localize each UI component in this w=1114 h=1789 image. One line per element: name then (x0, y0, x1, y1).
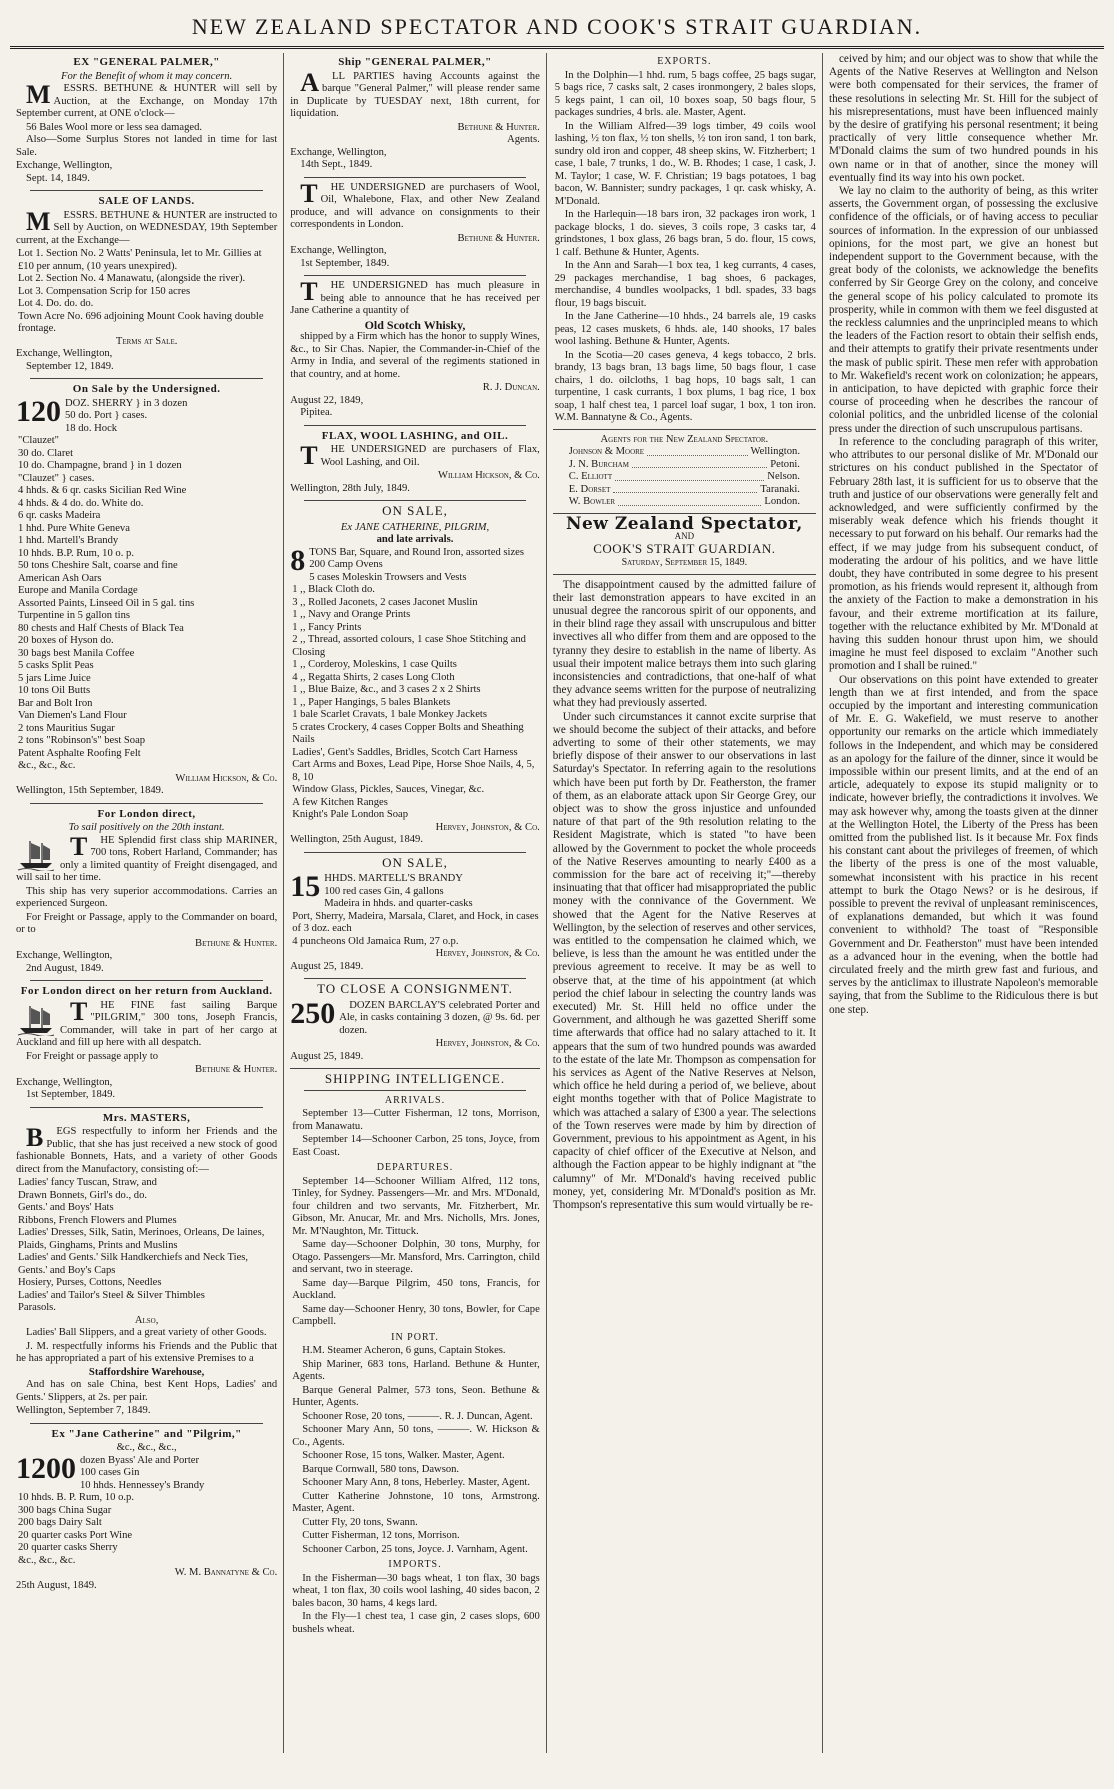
list-item: Gents.' and Boy's Caps (18, 1264, 116, 1276)
ad-signer: Bethune & Hunter. (457, 121, 540, 133)
ad-signer: William Hickson, & Co. (437, 470, 540, 481)
list-item: Knight's Pale London Soap (292, 809, 409, 820)
ad-item: Also—Some Surplus Stores not landed in time for last Sale. (16, 134, 278, 158)
list-item: September 14—Schooner Carbon, 25 tons, Joyce, from East Coast. (292, 1134, 540, 1158)
list-item: Lot 3. Compensation Scrip for 150 acres (18, 285, 191, 297)
list-item: 4 hhds. & 6 qr. casks Sicilian Red Wine (18, 485, 187, 496)
departures-heading: DEPARTURES. (376, 1162, 454, 1173)
ad-title: For London direct, (97, 807, 196, 820)
ad-title: On Sale by the Undersigned. (72, 383, 221, 395)
ad-paragraph: J. M. respectfully informs his Friends and the Public that he has appropriated a part of his extensive Premises to a (16, 1340, 278, 1364)
separator (304, 425, 526, 426)
ad-body (16, 1123, 278, 1176)
ad-body-text: HE UNDERSIGNED has much pleasure in being able to announce that he has received per Jane Catherine a quantity of (290, 280, 540, 316)
list-item: "Clauzet" } cases. (18, 472, 95, 484)
newspaper-page (10, 10, 1104, 1769)
agent-name: C. Elliott (568, 471, 613, 482)
column-3 (546, 53, 822, 1753)
list-item: &c., &c., &c. (18, 760, 76, 771)
list-item: 1 hhd. Pure White Geneva (18, 522, 130, 534)
ad-date: Wellington, September 7, 1849. (16, 1405, 151, 1416)
list-item: 1 ,, Fancy Prints (292, 621, 362, 633)
list-item: H.M. Steamer Acheron, 6 guns, Captain Stokes. (302, 1345, 506, 1356)
list-item: 20 quarter casks Port Wine (18, 1529, 133, 1541)
ad-date: August 25, 1849. (290, 1050, 364, 1062)
list-item: Ship Mariner, 683 tons, Harland. Bethune & Hunter, Agents. (292, 1358, 540, 1382)
paper-subtitle: COOK'S STRAIT GUARDIAN. (593, 540, 776, 556)
drop-cap: M (26, 206, 51, 236)
separator (304, 978, 526, 979)
ad-subtitle: Ex JANE CATHERINE, PILGRIM, (340, 521, 490, 533)
list-item: Assorted Paints, Linseed Oil in 5 gal. tins (18, 597, 195, 609)
ad-signer: Bethune & Hunter. (457, 232, 540, 244)
paper-and: AND (674, 531, 695, 541)
ad-flax-wool (290, 430, 540, 496)
ad-body-text: HE UNDERSIGNED are purchasers of Wool, Oil, Whalebone, Flax, and other New Zealand produce, and will advance on consignments to their correspondents in London. (290, 181, 540, 230)
list-item: In the Ann and Sarah—1 box tea, 1 keg currants, 4 cases, 29 packages merchandise, 1 bag shoes, 6 packages, merchandise, 4 bundles woolpacks, 1 bdl. spades, 33 bags flour, 19 bags biscuit. (554, 260, 816, 309)
list-item: Schooner Rose, 15 tons, Walker. Master, Agent. (302, 1450, 505, 1461)
arrivals-list (290, 1108, 540, 1159)
ad-body-text: DOZEN BARCLAY'S celebrated Porter and Ale, in casks containing 3 dozen, @ 9s. 6d. per dozen. (339, 999, 540, 1036)
list-item: Ladies' Dresses, Silk, Satin, Merinoes, Orleans, De laines, Plaids, Ginghams, Prints and Muslins (18, 1227, 265, 1251)
list-item: Barque General Palmer, 573 tons, Seon. Bethune & Hunter, Agents. (292, 1384, 540, 1408)
agent-name: Johnson & Moore (568, 446, 645, 457)
list-item: 100 cases Gin (80, 1467, 140, 1478)
list-item: Cutter Fly, 20 tons, Swann. (302, 1516, 418, 1528)
leader-dots (618, 496, 761, 506)
ad-title: EX "GENERAL PALMER," (73, 56, 220, 68)
agent-name: J. N. Burcham (568, 458, 629, 470)
list-item: 50 tons Cheshire Salt, coarse and fine (18, 560, 178, 571)
ad-signer: W. M. Bannatyne & Co. (174, 1567, 278, 1578)
ad-title: Ex "Jane Catherine" and "Pilgrim," (51, 1427, 242, 1440)
product-name: Old Scotch Whisky, (364, 317, 466, 332)
list-item: Ladies', Gent's Saddles, Bridles, Scotch Cart Harness (292, 746, 518, 758)
ad-role: Agents. (507, 134, 540, 145)
list-item: September 13—Cutter Fisherman, 12 tons, Morrison, from Manawatu. (292, 1108, 540, 1132)
separator (290, 1068, 540, 1069)
list-item: 200 Camp Ovens (309, 559, 383, 570)
columns (10, 53, 1104, 1753)
ad-paragraph: For Freight or passage apply to (26, 1050, 159, 1062)
list-item: 5 crates Crockery, 4 cases Copper Bolts and Sheathing Nails (292, 721, 524, 745)
ad-date: Wellington, 25th August, 1849. (290, 834, 423, 845)
ad-sale-of-lands (16, 195, 277, 373)
ad-paragraph: shipped by a Firm which has the honor to supply Wines, &c., to Sir Chas. Napier, the Commander-in-Chief of the Army in India, and several of the regiments stationed in that country, and at home. (290, 331, 540, 380)
list-item: DOZ. SHERRY } in 3 dozen (65, 397, 188, 409)
list-item: 300 bags China Sugar (18, 1504, 112, 1516)
goods-list (16, 394, 277, 773)
arrivals-heading: ARRIVALS. (384, 1094, 446, 1106)
ad-body (16, 80, 278, 121)
lot-list (16, 248, 277, 336)
column-4 (822, 53, 1104, 1753)
list-item: In the Harlequin—18 bars iron, 32 packages iron work, 1 package blocks, 1 do. sieves, 3 coils rope, 3 casks tar, 4 grindstones, 1 box glass, 26 bags bran, 5 do. flour, 15 cows, 1 calf. Bethune & Hunter, Agents. (554, 209, 816, 258)
list-item: 1 ,, Corderoy, Moleskins, 1 case Quilts (292, 659, 457, 670)
ship-icon (16, 1002, 56, 1036)
ad-body (290, 67, 540, 121)
ad-place: Exchange, Wellington, (290, 245, 387, 256)
ad-item: 56 Bales Wool more or less sea damaged. (26, 121, 203, 133)
agent-name: E. Dorset (568, 483, 611, 495)
list-item: In the Dolphin—1 hhd. rum, 5 bags coffee, 25 bags sugar, 5 bags rice, 7 casks salt, 2 cases ironmongery, 2 bales slops, 5 kegs paint, 1 can oil, 10 boxes soap, 50 bags flour, 5 packages sundries, 4 brls. ale. Master, Agent. (554, 69, 816, 118)
ad-body (290, 178, 540, 232)
agent-place: Taranaki. (760, 483, 800, 495)
editorial-part-1 (553, 579, 816, 1213)
separator (304, 500, 526, 501)
list-item: 4 puncheons Old Jamaica Rum, 27 o.p. (292, 935, 459, 947)
list-item: 10 do. Champagne, brand } in 1 dozen (18, 460, 182, 471)
big-number: 1200 (16, 1451, 76, 1485)
ad-place: Exchange, Wellington, (16, 348, 113, 359)
ad-pilgrim-london (16, 985, 277, 1102)
list-item: Gents.' and Boys' Hats (18, 1202, 114, 1213)
ad-paragraph: For Freight or Passage, apply to the Commander on board, or to (16, 911, 278, 935)
separator (30, 1423, 263, 1424)
list-item: 2 ,, Thread, assorted colours, 1 case Shoe Stitching and Closing (292, 634, 526, 658)
big-number: 15 (290, 870, 321, 903)
editorial-paragraph: ceived by him; and our object was to show that while the Agents of the Native Reserves at Wellington and Nelson were both compensated for their services, the framer of these resolutions in selecting Mr. St. Hill for the subject of his misrepresentations, must have been influenced mainly by the desire of gratifying his personal resentment; it being practically of very little consequence whether Mr. M'Donald claims the sum of two hundred pounds in his own name or in that of another, since the money will eventually find its way into his own pocket. (828, 53, 1098, 184)
list-item: Europe and Manila Cordage (18, 585, 138, 596)
ad-body-text: HE Splendid first class ship MARINER, 700 tons, Robert Harland, Commander; has only a limited quantity of Freight disengaged, and will sail to her time. (16, 834, 278, 883)
list-item: Window Glass, Pickles, Sauces, Vinegar, &c. (292, 784, 485, 795)
ad-signer: Bethune & Hunter. (195, 1064, 278, 1075)
ad-date: August 25, 1849. (290, 960, 364, 972)
list-item: HHDS. MARTELL'S BRANDY (324, 873, 463, 884)
big-number: 250 (290, 996, 336, 1030)
ad-title: For London direct on her return from Auckland. (20, 985, 273, 997)
agent-place: Nelson. (767, 471, 800, 482)
list-item: 1 ,, Paper Hangings, 5 bales Blankets (292, 696, 451, 708)
list-item: 10 hhds. B.P. Rum, 10 o. p. (18, 547, 134, 559)
ad-date: 14th Sept., 1849. (300, 159, 373, 170)
ad-mrs-masters (16, 1112, 277, 1418)
separator (30, 980, 263, 981)
list-item: Port, Sherry, Madeira, Marsala, Claret, and Hock, in cases of 3 doz. each (292, 910, 539, 934)
list-item: 1 bale Scarlet Cravats, 1 bale Monkey Jackets (292, 709, 487, 720)
ad-terms: Terms at Sale. (115, 335, 178, 347)
ad-body-text: ESSRS. BETHUNE & HUNTER will sell by Auction, at the Exchange, on Monday 17th September current, at ONE o'clock— (16, 83, 278, 119)
list-item: 6 qr. casks Madeira (18, 510, 101, 521)
ad-signer: Bethune & Hunter. (195, 937, 278, 949)
goods-list (290, 870, 540, 948)
leader-dots (615, 471, 764, 481)
masthead-rule (10, 46, 1104, 49)
ad-body-text: LL PARTIES having Accounts against the barque "General Palmer," will please render same in Duplicate by TUESDAY next, 18th current, for liquidation. (290, 70, 540, 119)
editorial-paragraph: The disappointment caused by the admitted failure of their last demonstration appears to have excited in an unusual degree the rancorous spirit of our opponents, and in their blind rage they assail with unscrupulous and bitter invectives all who differ from them and are opposed to the tyranny they desire to establish in the name of liberty. As usual their impotent malice betrays them into such glaring inconsistencies and contradictions, that one-half of what they advance seems written for the purpose of neutralizing what they had previously asserted. (552, 578, 816, 710)
list-item: Barque Cornwall, 580 tons, Dawson. (302, 1463, 460, 1475)
list-item: 2 tons Mauritius Sugar (18, 722, 115, 734)
column-2 (283, 53, 546, 1753)
ad-body-text: HE UNDERSIGNED are purchasers of Flax, Wool Lashing, and Oil. (320, 444, 540, 468)
drop-cap: B (26, 1123, 44, 1152)
issue-date: Saturday, September 15, 1849. (621, 557, 748, 568)
drop-cap: M (26, 80, 51, 109)
ad-martell-brandy (290, 854, 540, 974)
list-item: In the Fisherman—30 bags wheat, 1 ton flax, 30 bags wheat, 1 ton flax, 30 coils wool lashing, 40 sides bacon, 2 bales bacon, 30 hams, 4 kegs lard. (292, 1572, 540, 1609)
separator (304, 177, 526, 178)
agent-place: Petoni. (770, 458, 800, 470)
separator (304, 1090, 526, 1091)
agents-heading: Agents for the New Zealand Spectator. (600, 433, 769, 445)
list-item: 2 tons "Robinson's" best Soap (18, 735, 146, 746)
ad-date: 1st September, 1849. (26, 1089, 116, 1100)
list-item: 20 boxes of Hyson do. (18, 635, 114, 646)
list-item: Lot 1. Section No. 2 Watts' Peninsula, let to Mr. Gillies at £10 per annum, (10 years unexpired). (18, 248, 262, 272)
list-item: 30 bags best Manila Coffee (18, 647, 135, 659)
ad-title: FLAX, WOOL LASHING, and OIL. (321, 429, 509, 442)
ad-signer: R. J. Duncan. (482, 382, 540, 393)
separator (30, 190, 263, 191)
ad-signer: William Hickson, & Co. (175, 772, 278, 784)
drop-cap: A (300, 67, 320, 97)
separator (30, 378, 263, 379)
list-item: In the Fly—1 chest tea, 1 case gin, 2 cases slops, 600 bushels wheat. (292, 1611, 540, 1635)
editorial-part-2 (829, 53, 1098, 1017)
list-item: In the William Alfred—39 logs timber, 49 coils wool lashing, ½ ton flax, ½ ton shells, ½ ton iron sand, 1 ton bark, sundry old iron and copper, 48 sheep skins, W. Fitzherbert; 1 case, 1 bale, 7 trunks, 1 do., W. B. Rhodes; 1 case, 1 cask, J. M. Taylor; 1 case, W. F. Christian; 19 bags potatoes, 1 bag bacon, W. Bannister; sundry packages, 1 qr. cask whisky, A. M'Donald. (554, 120, 816, 207)
ad-date: 2nd August, 1849. (26, 962, 104, 974)
list-item: 20 quarter casks Sherry (18, 1542, 118, 1553)
ship-icon (16, 837, 56, 871)
list-item: Schooner Mary Ann, 50 tons, ———. W. Hickson & Co., Agents. (292, 1424, 540, 1448)
list-item: Same day—Schooner Dolphin, 30 tons, Murphy, for Otago. Passengers—Mr. Mansford, Mrs. Carrington, child and servant, two in steerage. (292, 1239, 540, 1275)
departures-list (290, 1176, 540, 1329)
ad-general-palmer-auction (16, 56, 277, 185)
list-item: TONS Bar, Square, and Round Iron, assorted sizes (309, 546, 524, 558)
ad-date: 25th August, 1849. (16, 1579, 97, 1591)
ad-title: Ship "GENERAL PALMER," (338, 56, 492, 68)
list-item: Cutter Fisherman, 12 tons, Morrison. (302, 1530, 460, 1541)
ad-place: Pipitea. (300, 407, 333, 418)
agent-row (569, 471, 800, 484)
in-port-heading: IN PORT. (391, 1331, 439, 1343)
ad-body (290, 277, 540, 318)
agent-row (569, 459, 800, 472)
ad-title: TO CLOSE A CONSIGNMENT. (317, 981, 513, 996)
ad-signer: Hervey, Johnston, & Co. (435, 948, 540, 959)
ad-close-consignment (290, 983, 540, 1063)
ad-title: ON SALE, (382, 854, 448, 870)
list-item: In the Jane Catherine—10 hhds., 24 barrels ale, 19 casks peas, 12 cases muskets, 6 hhds. ale, 140 shooks, 17 bales wool lashing. Bethune & Hunter, Agents. (554, 311, 816, 347)
list-item: 30 do. Claret (18, 447, 74, 459)
list-item: 1 ,, Black Cloth do. (292, 584, 375, 595)
list-item: Ladies' fancy Tuscan, Straw, and (18, 1177, 157, 1188)
section-title: SHIPPING INTELLIGENCE. (324, 1071, 506, 1086)
list-item: Same day—Schooner Henry, 30 tons, Bowler, for Cape Campbell. (292, 1303, 540, 1327)
list-item: Lot 2. Section No. 4 Manawatu, (alongside the river). (18, 273, 246, 284)
ad-title: ON SALE, (382, 503, 448, 518)
list-item: 5 jars Lime Juice (18, 672, 91, 684)
ad-place: Exchange, Wellington, (16, 160, 113, 171)
list-item: Van Diemen's Land Flour (18, 710, 127, 721)
list-item: "Clauzet" (18, 435, 60, 446)
list-item: Hosiery, Purses, Cottons, Needles (18, 1277, 162, 1288)
editorial-paragraph: Under such circumstances it cannot excite surprise that we should become the subject of their attacks, and before adverting to some of their other statements, we may briefly dispose of their answer to our observations in last Saturday's Spectator. In referring again to the resolutions which have been put forth by Dr. Featherston, the framer of them, as an elaborate attack upon Sir George Grey, our object was to show the gross injustice and unfounded nature of that part of the 9th resolution relating to the Resident Magistrate, which is stated "to have been allowed by the Government to pocket the whole proceeds of the Native Reserves amounting to nearly £400 as a commission for the bare act of receiving it;"—thereby insinuating that that officer had misappropriated the public money with the connivance of the Government. We showed that the Agent for the Native Reserves at Wellington, by the selection of reserves and other services, was entitled to the compensation he claimed which, we believe, is less than the amount he was entitled under the previous agreement to receive. It may be as well to observe that, at the time of his appointment (at which period the chief labour in selecting the country lands was executed) Mr. St. Hill held no office under the Government, and although he was gazetted Sheriff some time afterwards that office had no salary attached to it. It appears that the sum of two hundred pounds was awarded to the estate of the late Mr. Thompson as compensation for his services as Agent of the Native Reserves at Nelson, which office he held during a period of, we believe, about eight months together with that of Police Magistrate to which was attached a salary of £300 a year. The selections of the Town reserves were made by him by direction of Government, previous to his appointment as Agent, in his capacity of chief officer of the Executive at Nelson, and although the Faction appear to be highly indignant at "the calumny" of Mr. M'Donald's having received public money, yet, considering Mr. M'Donald's position as Mr. Thompson's representative this sum would virtually be re- (552, 710, 816, 1212)
agent-row (569, 496, 800, 509)
exports-heading: EXPORTS. (657, 56, 712, 67)
ad-subtitle: To sail positively on the 20th instant. (68, 822, 225, 833)
list-item: 200 bags Dairy Salt (18, 1517, 102, 1528)
ad-body (16, 206, 278, 248)
big-number: 120 (16, 394, 61, 428)
in-port-list (290, 1345, 540, 1556)
ad-title: SALE OF LANDS. (98, 195, 195, 207)
ad-place: Exchange, Wellington, (16, 950, 113, 961)
list-item: Town Acre No. 696 adjoining Mount Cook having double frontage. (18, 310, 264, 334)
imports-list (290, 1573, 540, 1637)
ad-etc: &c., &c., &c., (116, 1442, 177, 1453)
shop-name: Staffordshire Warehouse, (88, 1366, 205, 1378)
ad-body-text: EGS respectfully to inform her Friends and the Public, that she has just received a new stock of good fashionable Bonnets, Hats, and a variety of other Goods direct from the Manufactory, consisting of:— (16, 1126, 278, 1175)
ad-subtitle-2: and late arrivals. (376, 534, 454, 545)
separator (304, 275, 526, 276)
drop-cap: T (300, 178, 318, 208)
exports-list (553, 70, 816, 425)
agents-list (553, 446, 816, 509)
masthead: NEW ZEALAND SPECTATOR AND COOK'S STRAIT GUARDIAN. (191, 14, 923, 39)
agent-place: London. (764, 496, 800, 507)
leader-dots (647, 446, 747, 456)
ad-date: Sept. 14, 1849. (26, 172, 90, 184)
agent-name: W. Bowler (568, 496, 616, 507)
list-item: Lot 4. Do. do. do. (18, 298, 94, 309)
ad-place: Exchange, Wellington, (16, 1076, 113, 1088)
ad-date: 1st September, 1849. (300, 257, 390, 269)
drop-cap: T (70, 831, 88, 861)
ad-on-sale-undersigned (16, 383, 277, 798)
list-item: 1 hhd. Martell's Brandy (18, 535, 119, 546)
list-item: Schooner Carbon, 25 tons, Joyce. J. Varnham, Agent. (302, 1543, 528, 1555)
leader-dots (632, 459, 767, 469)
separator (304, 852, 526, 853)
list-item: Same day—Barque Pilgrim, 450 tons, Francis, for Auckland. (292, 1277, 540, 1301)
ad-wool-purchasers (290, 178, 540, 271)
list-item: Madeira in hhds. and quarter-casks (324, 898, 473, 909)
list-item: 10 tons Oil Butts (18, 685, 91, 696)
ad-ship-general-palmer (290, 56, 540, 172)
ad-paragraph: And has on sale China, best Kent Hops, Ladies' and Gents.' Slippers, at 2s. per pair. (16, 1379, 278, 1403)
list-item: Schooner Mary Ann, 8 tons, Heberley. Master, Agent. (302, 1477, 531, 1488)
list-item: 100 red cases Gin, 4 gallons (324, 885, 444, 897)
ad-signer: Hervey, Johnston, & Co. (435, 821, 540, 833)
goods-list (290, 543, 540, 822)
ad-date: August 22, 1849, (290, 394, 364, 406)
ad-jane-catherine-pilgrim (16, 1428, 277, 1593)
list-item: 1 ,, Blue Baize, &c., and 3 cases 2 x 2 Shirts (292, 684, 481, 695)
ad-scotch-whisky (290, 277, 540, 420)
list-item: Cart Arms and Boxes, Lead Pipe, Horse Shoe Nails, 4, 5, 8, 10 (292, 759, 535, 783)
paper-name: New Zealand Spectator, (565, 513, 803, 534)
list-item: September 14—Schooner William Alfred, 112 tons, Tinley, for Sydney. Passengers—Mr. and Mrs. M'Donald, four children and two servants, Mr. Fitzherbert, Mr. Gibson, Mr. Anucar, Mr. and Mrs. Nicholls, Mrs. Jones, Mr. M'Naughton, Mr. Tittuck. (292, 1175, 540, 1237)
separator (553, 574, 816, 575)
ad-body-text: ESSRS. BETHUNE & HUNTER are instructed to Sell by Auction, on WEDNESDAY, 19th September current, at the Exchange— (16, 209, 278, 246)
ad-place: Exchange, Wellington, (290, 146, 387, 158)
list-item: Cutter Katherine Johnstone, 10 tons, Armstrong. Master, Agent. (292, 1490, 540, 1514)
ad-on-sale-jane-catherine (290, 505, 540, 847)
ad-paragraph: Ladies' Ball Slippers, and a great variety of other Goods. (26, 1327, 267, 1338)
goods-list (16, 1177, 277, 1315)
ad-date: September 12, 1849. (26, 360, 114, 372)
ad-signer: Hervey, Johnston, & Co. (435, 1038, 540, 1049)
list-item: 4 hhds. & 4 do. do. White do. (18, 497, 144, 509)
list-item: Turpentine in 5 gallon tins (18, 610, 131, 621)
separator (553, 429, 816, 430)
agent-row (569, 446, 800, 459)
list-item: 1 ,, Navy and Orange Prints (292, 609, 411, 620)
ad-mariner-london (16, 808, 277, 976)
list-item: 80 chests and Half Chests of Black Tea (18, 622, 184, 634)
list-item: dozen Byass' Ale and Porter (80, 1454, 200, 1466)
list-item: Ribbons, French Flowers and Plumes (18, 1214, 177, 1226)
list-item: Drawn Bonnets, Girl's do., do. (18, 1189, 148, 1201)
list-item: Ladies' and Gents.' Silk Handkerchiefs and Neck Ties, (18, 1252, 249, 1263)
list-item: 4 ,, Regatta Shirts, 2 cases Long Cloth (292, 671, 455, 683)
agent-row (569, 484, 800, 497)
ad-body-text: HE FINE fast sailing Barque "PILGRIM," 300 tons, Joseph Francis, Commander, will take in part of her cargo at Auckland and fill up here with all despatch. (16, 999, 278, 1048)
list-item: &c., &c., &c. (18, 1554, 76, 1566)
separator (30, 1107, 263, 1108)
ad-date: Wellington, 28th July, 1849. (290, 482, 410, 494)
editorial-paragraph: Our observations on this point have extended to greater length than we at first intended, and from the space occupied by the important and interesting communication of Mr. E. G. Wakefield, we must reserve to another opportunity our remarks on the article which immediately follows in the Independent, and which may be considered as an apology for the failure of the dinner, since it would be impossible within our present limits, and at the end of an article, adequately to expose its stupid malignity or to indicate, however briefly, the contradictions it involves. We may ask however why, among the toasts given at the dinner at the Wellington Hotel, the Liberty of the Press has been omitted from the published list. Is it because Mr. Fox finds his constant cant about the privileges of freemen, of which the liberty of the press is one of the most valuable, somewhat inconsistent with his practice in his recent attempt to burk the Otago News? or is he desirous, if possible to prevent the revival of unpleasant reminiscences, of explanations demanded, but which it was found convenient to withhold? The toast of "Responsible Government and Dr. Featherston" must have been intended as a advanced hour in the evening, when the bottle had circulated freely and the mirth grew fast and furious, and serves by the anticlimax to illustrate Napoleon's memorable saying, that from the Sublime to the Ridiculous there is but one step. (828, 673, 1098, 1016)
list-item: In the Scotia—20 cases geneva, 4 kegs tobacco, 2 brls. brandy, 13 bags bran, 13 bags lime, 50 bags flour, 1 case chairs, 1 do. oilcloths, 1 bag hops, 10 bags salt, 1 can turpentine, 1 cask currants, 1 box plums, 1 bag rice, 1 box soap, 1 half chest tea, 1 parcel loaf sugar, 1 box, 1 ton iron. W.M. Bannatyne & Co., Agents. (554, 349, 816, 423)
drop-cap: T (300, 441, 318, 470)
leader-dots (613, 484, 757, 494)
list-item: 5 casks Split Peas (18, 660, 94, 671)
ad-title: Mrs. MASTERS, (102, 1111, 191, 1124)
big-number: 8 (290, 543, 306, 577)
list-item: Patent Asphalte Roofing Felt (18, 747, 141, 759)
list-item: 3 ,, Rolled Jaconets, 2 cases Jaconet Muslin (292, 596, 478, 608)
list-item: 5 cases Moleskin Trowsers and Vests (309, 571, 467, 583)
list-item: Bar and Bolt Iron (18, 697, 93, 709)
drop-cap: T (300, 277, 318, 306)
drop-cap: T (70, 996, 88, 1026)
editorial-paragraph: We lay no claim to the authority of being, as this writer asserts, the Government organ, of possessing the exclusive confidence of the officials, or of having access to peculiar sources of information. In the expression of our unbiassed opinions, for the most part, we give an honest but independent support to the Government because, with the great body of the colonists, we acknowledge the benefits conferred by Sir George Grey on the colony, and conceive the general scope of his policy calculated to promote its prosperity, while in common with them we feel disgusted at the reckless calumnies and the unprincipled means to which the leaders of the Faction resort to obtain their selfish ends, and their attempts to gratify their private resentments under the mask of public spirit. These men refer with approbation to Mr. Wakefield's recent work on colonization; he appears, in anticipation, to have depicted with graphic force their course of proceeding when he describes the rancour of colonial politics, and the unbridled license of the colonial press under the direction of such unscrupulous partisans. (828, 185, 1098, 435)
editorial-paragraph: In reference to the concluding paragraph of this writer, who attributes to our personal dislike of Mr. M'Donald our strictures on his conduct published in the Spectator of February 28th last, it is sufficient for us to observe that the truth and justice of our observations were generally felt and acknowledged, and were sufficiently confirmed by the miserably weak defence which his friends thought it necessary to put forward on his behalf. Our remarks had the effect, if we may judge from his subsequent conduct, of moderating the ardour of his politics, and we have little doubt, they have contributed in some degree to his present promotion, as his friends would represent it, although from the anxiety of the Faction to make a demonstration in his favour, and their extreme mortification at its failure, together with the reluctance exhibited by Mr. M'Donald at having this sudden honour thrust upon him, we should imagine he must feel disposed to exclaim "Another such promotion and I shall be ruined." (828, 435, 1098, 673)
list-item: American Ash Oars (18, 572, 102, 584)
agent-place: Wellington. (750, 446, 800, 457)
imports-heading: IMPORTS. (388, 1559, 442, 1570)
separator (30, 803, 263, 804)
ad-body (290, 441, 540, 470)
list-item: 10 hhds. Hennessey's Brandy (80, 1479, 205, 1491)
list-item: 50 do. Port } cases. (65, 410, 148, 421)
ad-subtitle: For the Benefit of whom it may concern. (61, 70, 233, 82)
list-item: 18 do. Hock (65, 422, 118, 434)
list-item: Parasols. (18, 1302, 56, 1313)
ad-also: Also, (134, 1314, 159, 1326)
ad-date: Wellington, 15th September, 1849. (16, 785, 164, 796)
ad-paragraph: This ship has very superior accommodations. Carries an experienced Surgeon. (16, 885, 278, 909)
list-item: A few Kitchen Ranges (292, 796, 388, 808)
shipping-intelligence (290, 1073, 540, 1636)
list-item: Schooner Rose, 20 tons, ———. R. J. Duncan, Agent. (302, 1410, 533, 1422)
list-item: Ladies' and Tailor's Steel & Silver Thimbles (18, 1289, 205, 1301)
column-1 (10, 53, 283, 1753)
list-item: 10 hhds. B. P. Rum, 10 o.p. (18, 1492, 134, 1503)
